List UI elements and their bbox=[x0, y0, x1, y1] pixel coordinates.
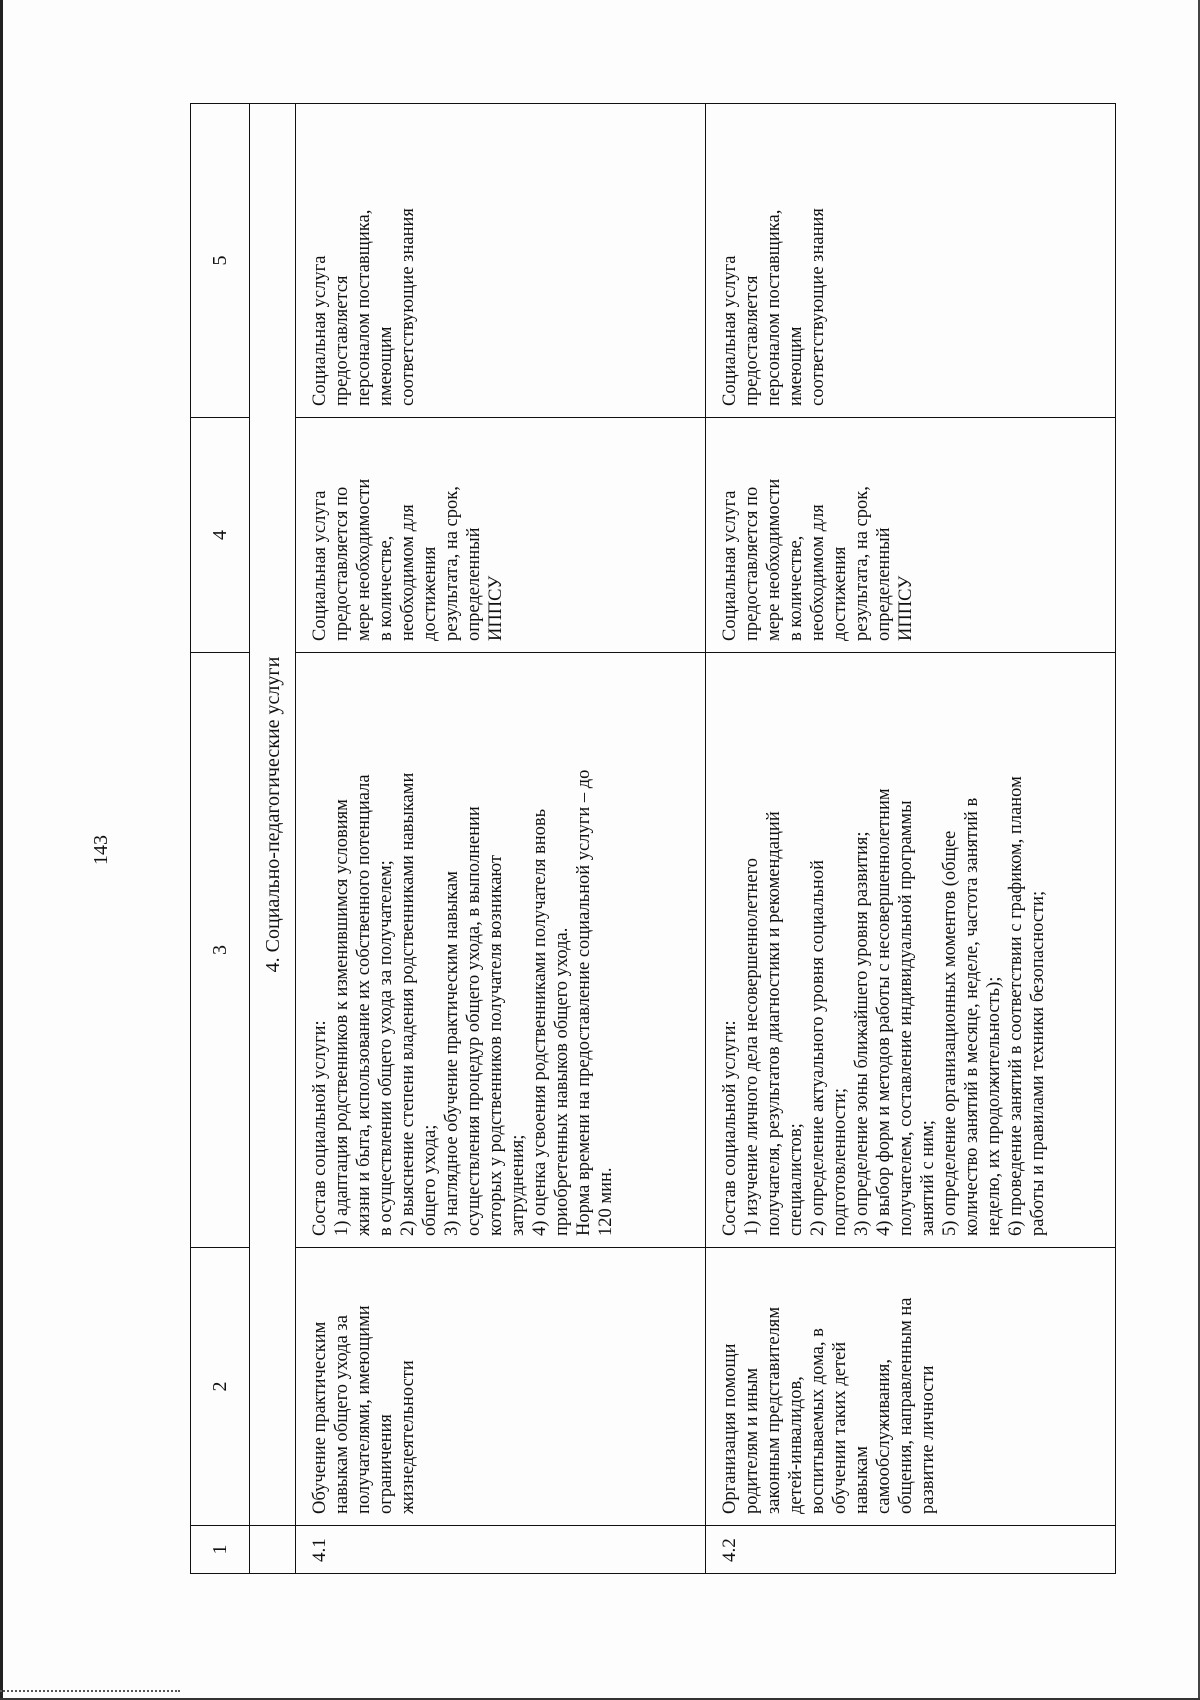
text-line: необходимом для bbox=[398, 504, 418, 641]
text-line: жизнедеятельности bbox=[398, 1360, 418, 1514]
text-line: 3) определение зоны ближайшего уровня развития; bbox=[852, 831, 872, 1236]
text-line: развитие личности bbox=[918, 1365, 938, 1514]
text-line: получателями, имеющими bbox=[354, 1305, 374, 1514]
text-line: необходимом для bbox=[808, 504, 828, 641]
text-line: 2) определение актуального уровня социальной bbox=[808, 860, 828, 1236]
text-line: предоставляется bbox=[742, 275, 762, 406]
text-line: 5) определение организационных моментов (общее bbox=[940, 830, 960, 1236]
text-line: предоставляется bbox=[332, 275, 352, 406]
text-line: обучении таких детей bbox=[830, 1341, 850, 1514]
text-line: навыкам общего ухода за bbox=[332, 1315, 352, 1514]
row-number: 4.2 bbox=[706, 1526, 1116, 1574]
page-number: 143 bbox=[90, 835, 112, 865]
text-line: общения, направленным на bbox=[896, 1297, 916, 1514]
text-line: общего ухода; bbox=[420, 1124, 440, 1236]
text-line: предоставляется по bbox=[332, 486, 352, 641]
section-row bbox=[250, 104, 296, 1574]
text-line: предоставляется по bbox=[742, 486, 762, 641]
service-conditions-cell bbox=[706, 418, 1116, 653]
text-line: Норма времени на предоставление социальной услуги – до bbox=[574, 769, 594, 1236]
text-line: Социальная услуга bbox=[720, 255, 740, 406]
text-line: работы и правилами техники безопасности; bbox=[1028, 890, 1048, 1236]
text-line: Обучение практическим bbox=[310, 1321, 330, 1514]
service-conditions-cell bbox=[296, 418, 706, 653]
service-staff-cell bbox=[706, 104, 1116, 418]
text-line: соответствующие знания bbox=[398, 208, 418, 406]
text-line: неделю, их продолжительность); bbox=[984, 976, 1004, 1236]
text-line: приобретенных навыков общего ухода. bbox=[552, 927, 572, 1236]
header-row bbox=[191, 104, 250, 1574]
text-line: в осуществлении общего ухода за получателем; bbox=[376, 860, 396, 1236]
text-line: детей-инвалидов, bbox=[786, 1376, 806, 1514]
text-line: получателя, результатов диагностики и рекомендаций bbox=[764, 811, 784, 1236]
text-line: 120 мин. bbox=[596, 1167, 616, 1236]
text-line: достижения bbox=[830, 546, 850, 641]
text-line: результата, на срок, bbox=[442, 486, 462, 641]
text-line: 4) выбор форм и методов работы с несовершеннолетним bbox=[874, 788, 894, 1236]
text-line: получателем, составление индивидуальной программы bbox=[896, 800, 916, 1236]
text-line: родителям и иным bbox=[742, 1367, 762, 1514]
service-content-cell bbox=[296, 653, 706, 1248]
text-line: Социальная услуга bbox=[310, 255, 330, 406]
header-col-1: 1 bbox=[191, 1526, 250, 1574]
text-line: соответствующие знания bbox=[808, 208, 828, 406]
text-line: имеющим bbox=[376, 326, 396, 406]
text-line: определенный bbox=[874, 527, 894, 641]
section-number-cell bbox=[250, 1526, 296, 1574]
table-row bbox=[296, 104, 706, 1574]
text-line: занятий с ним; bbox=[918, 1120, 938, 1236]
text-line: которых у родственников получателя возникают bbox=[486, 854, 506, 1236]
header-col-3: 3 bbox=[191, 653, 250, 1248]
text-line: законным представителям bbox=[764, 1306, 784, 1514]
section-title: 4. Социально-педагогические услуги bbox=[250, 104, 296, 1526]
text-line: результата, на срок, bbox=[852, 486, 872, 641]
text-line: 2) выяснение степени владения родственниками навыками bbox=[398, 772, 418, 1236]
text-line: ИППСУ bbox=[896, 575, 916, 641]
text-line: количество занятий в месяце, неделе, частота занятий в bbox=[962, 797, 982, 1236]
text-line: персоналом поставщика, bbox=[354, 209, 374, 406]
service-name-cell bbox=[296, 1248, 706, 1526]
text-line: жизни и быта, использование их собственного потенциала bbox=[354, 774, 374, 1236]
row-number: 4.1 bbox=[296, 1526, 706, 1574]
text-line: осуществления процедур общего ухода, в выполнении bbox=[464, 806, 484, 1236]
text-line: воспитываемых дома, в bbox=[808, 1328, 828, 1514]
table-row bbox=[706, 104, 1116, 1574]
service-staff-cell bbox=[296, 104, 706, 418]
text-line: ограничения bbox=[376, 1414, 396, 1514]
service-content-cell bbox=[706, 653, 1116, 1248]
text-line: мере необходимости bbox=[354, 478, 374, 641]
text-line: мере необходимости bbox=[764, 478, 784, 641]
text-line: 4) оценка усвоения родственниками получателя вновь bbox=[530, 808, 550, 1236]
services-table bbox=[190, 103, 1116, 1574]
text-line: достижения bbox=[420, 546, 440, 641]
text-line: подготовленности; bbox=[830, 1087, 850, 1236]
text-line: затруднения; bbox=[508, 1134, 528, 1236]
text-line: самообслуживания, bbox=[874, 1358, 894, 1514]
text-line: ИППСУ bbox=[486, 575, 506, 641]
text-line: навыкам bbox=[852, 1446, 872, 1514]
text-line: 1) изучение личного дела несовершеннолетнего bbox=[742, 858, 762, 1236]
text-line: 1) адаптация родственников к изменившимся условиям bbox=[332, 799, 352, 1236]
text-line: 3) наглядное обучение практическим навыкам bbox=[442, 871, 462, 1236]
text-line: 6) проведение занятий в соответствии с графиком, планом bbox=[1006, 776, 1026, 1236]
text-line: в количестве, bbox=[786, 535, 806, 641]
text-line: персоналом поставщика, bbox=[764, 209, 784, 406]
header-col-2: 2 bbox=[191, 1248, 250, 1526]
text-line: Состав социальной услуги: bbox=[310, 1020, 330, 1236]
text-line: Состав социальной услуги: bbox=[720, 1020, 740, 1236]
header-col-5: 5 bbox=[191, 104, 250, 418]
service-name-cell bbox=[706, 1248, 1116, 1526]
text-line: в количестве, bbox=[376, 535, 396, 641]
text-line: Организация помощи bbox=[720, 1343, 740, 1514]
text-line: имеющим bbox=[786, 326, 806, 406]
header-col-4: 4 bbox=[191, 418, 250, 653]
text-line: Социальная услуга bbox=[310, 490, 330, 641]
text-line: Социальная услуга bbox=[720, 490, 740, 641]
text-line: определенный bbox=[464, 527, 484, 641]
text-line: специалистов; bbox=[786, 1123, 806, 1236]
